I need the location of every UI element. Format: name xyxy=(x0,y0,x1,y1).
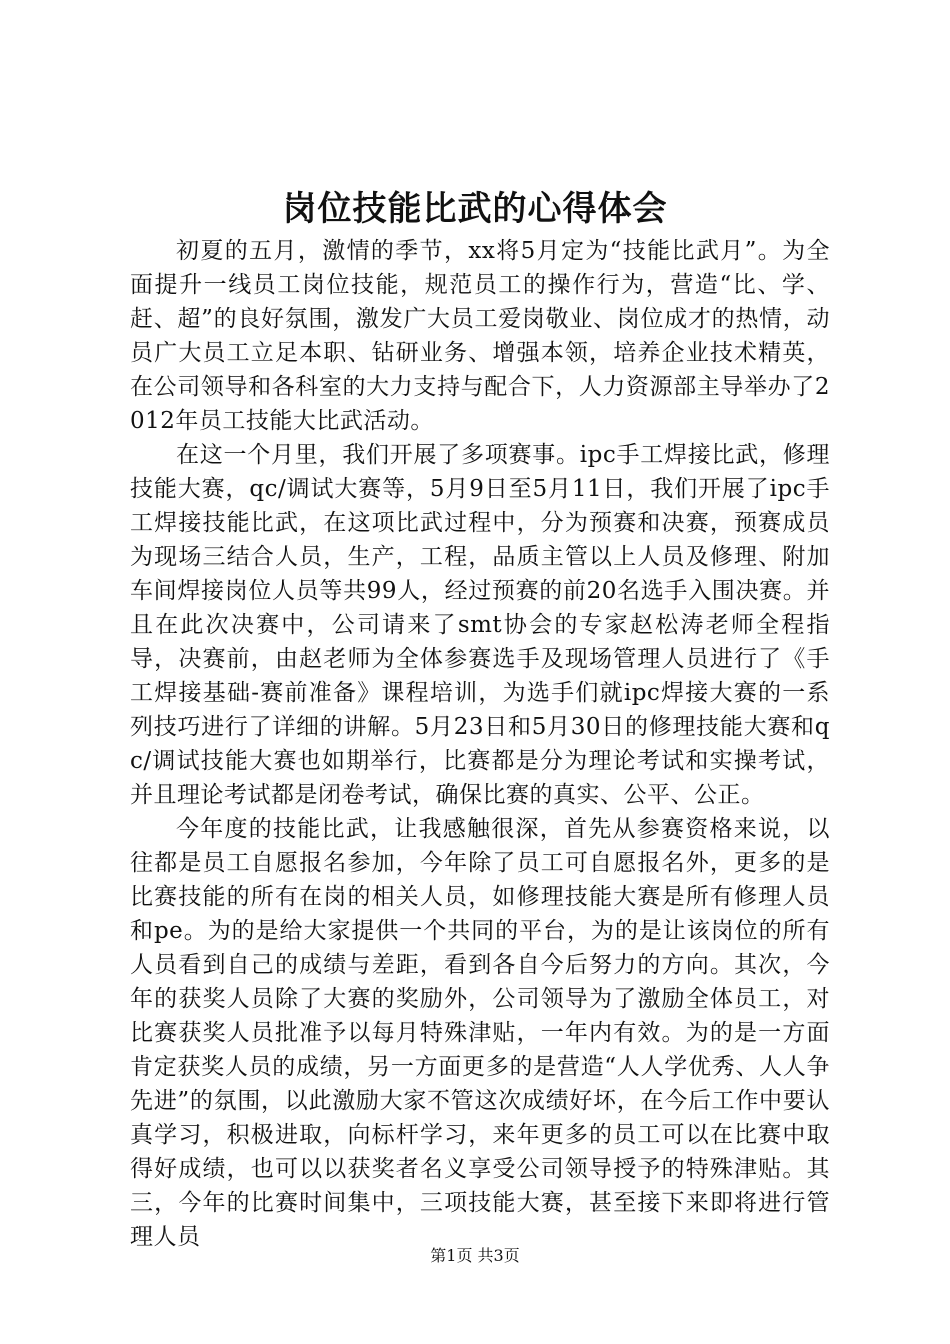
paragraph-1: 初夏的五月，激情的季节，xx将5月定为“技能比武月”。为全面提升一线员工岗位技能，规范员工的操作行为，营造“比、学、赶、超”的良好氛围，激发广大员工爱岗敬业、岗位成才的热情，动员广大员工立足本职、钻研业务、增强本领，培养企业技术精英，在公司领导和各科室的大力支持与配合下，人力资源部主导举办了2012年员工技能大比武活动。 xyxy=(130,238,830,434)
paragraph-3: 今年度的技能比武，让我感触很深，首先从参赛资格来说，以往都是员工自愿报名参加，今年除了员工可自愿报名外，更多的是比赛技能的所有在岗的相关人员，如修理技能大赛是所有修理人员和pe。为的是给大家提供一个共同的平台，为的是让该岗位的所有人员看到自己的成绩与差距，看到各自今后努力的方向。其次，今年的获奖人员除了大赛的奖励外，公司领导为了激励全体员工，对比赛获奖人员批准予以每月特殊津贴，一年内有效。为的是一方面肯定获奖人员的成绩，另一方面更多的是营造“人人学优秀、人人争先进”的氛围，以此激励大家不管这次成绩好坏，在今后工作中要认真学习，积极进取，向标杆学习，来年更多的员工可以在比赛中取得好成绩，也可以以获奖者名义享受公司领导授予的特殊津贴。其三，今年的比赛时间集中，三项技能大赛，甚至接下来即将进行管理人员 xyxy=(130,816,830,1250)
page-number-footer: 第1页 共3页 xyxy=(430,1246,520,1265)
paragraph-2: 在这一个月里，我们开展了多项赛事。ipc手工焊接比武，修理技能大赛，qc/调试大赛等，5月9日至5月11日，我们开展了ipc手工焊接技能比武，在这项比武过程中，分为预赛和决赛，预赛成员为现场三结合人员，生产，工程，品质主管以上人员及修理、附加车间焊接岗位人员等共99人，经过预赛的前20名选手入围决赛。并且在此次决赛中，公司请来了smt协会的专家赵松涛老师全程指导，决赛前，由赵老师为全体参赛选手及现场管理人员进行了《手工焊接基础-赛前准备》课程培训，为选手们就ipc焊接大赛的一系列技巧进行了详细的讲解。5月23日和5月30日的修理技能大赛和qc/调试技能大赛也如期举行，比赛都是分为理论考试和实操考试，并且理论考试都是闭卷考试，确保比赛的真实、公平、公正。 xyxy=(130,442,830,808)
document-body xyxy=(130,234,830,1254)
document-title: 岗位技能比武的心得体会 xyxy=(282,189,668,229)
